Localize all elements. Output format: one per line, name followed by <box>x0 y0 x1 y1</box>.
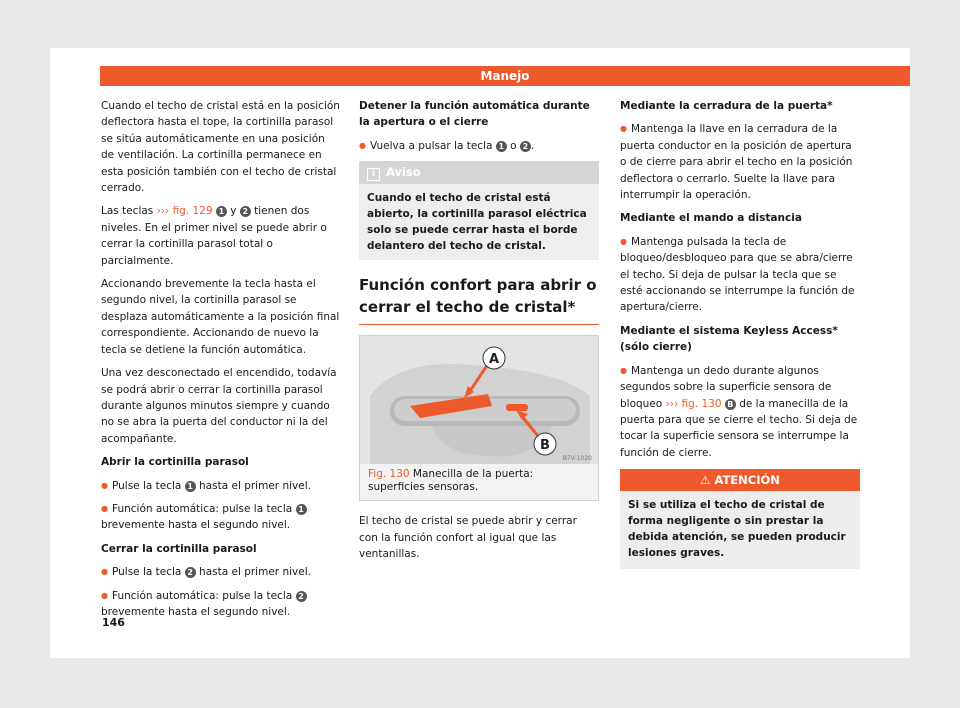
note-text: Cuando el techo de cristal está abierto, la cortinilla parasol eléctrica solo se puede cerrar hasta el borde delantero del techo de cristal. <box>367 192 587 253</box>
bullet-item <box>101 588 341 621</box>
fig-link-arrow: ››› <box>156 205 170 218</box>
warning-box <box>620 469 860 569</box>
warning-title: ATENCIÓN <box>714 473 780 488</box>
key-badge: 1 <box>496 141 507 152</box>
paragraph <box>101 203 341 269</box>
page <box>50 48 910 658</box>
key-badge: 2 <box>296 591 307 602</box>
paragraph: Cuando el techo de cristal está en la posición deflectora hasta el tope, la cortinilla parasol se sitúa automáticamente en una posición de ventilación. La cortinilla permanece en esta posición también con el techo de cristal cerrado. <box>101 100 340 195</box>
text: y <box>226 205 240 218</box>
key-badge: 2 <box>520 141 531 152</box>
subheading: Mediante el mando a distancia <box>620 212 802 225</box>
text: . <box>530 139 535 152</box>
fig-link-arrow: ››› <box>665 397 679 410</box>
text: hasta el primer nivel. <box>195 479 311 492</box>
subheading: Abrir la cortinilla parasol <box>101 456 249 469</box>
paragraph: Una vez desconectado el encendido, todavía se podrá abrir o cerrar la cortinilla parasol durante algunos minutos siempre y cuando no se abra la puerta del conductor ni la del acompañante. <box>101 367 337 445</box>
figure-130 <box>359 335 599 501</box>
key-badge: 2 <box>240 206 251 217</box>
figure-label-a: A <box>488 352 500 368</box>
fig-link[interactable]: fig. 130 <box>681 397 722 410</box>
text: Vuelva a pulsar la tecla <box>369 139 496 152</box>
warning-header <box>620 469 860 491</box>
key-badge: 1 <box>185 481 196 492</box>
note-header <box>359 161 599 184</box>
text: Pulse la tecla <box>111 479 185 492</box>
key-badge: B <box>725 399 736 410</box>
subheading: Detener la función automática durante la apertura o el cierre <box>359 100 590 129</box>
text: hasta el primer nivel. <box>195 566 311 579</box>
page-number: 146 <box>102 616 125 629</box>
door-handle-illustration <box>360 336 598 464</box>
text: brevemente hasta el segundo nivel. <box>101 519 291 532</box>
note-title: Aviso <box>386 165 421 180</box>
text: Las teclas <box>101 205 157 218</box>
bullet-item: ● Mantenga la llave en la cerradura de la puerta conductor en la posición de apertura o de cierre para abrir el techo en la posición deflectora o cerrarlo. Suelte la llave para interrumpir la operación. <box>620 121 860 203</box>
bullet-item <box>101 501 341 534</box>
subheading: Mediante el sistema Keyless Access* (sólo cierre) <box>620 324 838 354</box>
fig-link[interactable]: fig. 129 <box>172 205 213 218</box>
note-box <box>359 161 599 260</box>
key-badge: 2 <box>185 567 196 578</box>
info-icon: i <box>367 168 380 181</box>
key-badge: 1 <box>216 206 227 217</box>
text: Pulse la tecla <box>111 566 185 579</box>
column-1 <box>101 98 341 627</box>
figure-code: B7V-1020 <box>562 455 592 463</box>
subheading: Mediante la cerradura de la puerta* <box>620 100 833 112</box>
section-title: Función confort para abrir o cerrar el techo de cristal* <box>359 274 599 325</box>
subheading: Cerrar la cortinilla parasol <box>101 542 257 555</box>
text: de la manecilla de la puerta para que se cierre el techo. Si deja de tocar la superficie sensora se interrumpe la función de cierre. <box>620 397 858 459</box>
text: o <box>506 139 520 152</box>
column-3 <box>620 98 860 569</box>
bullet-item <box>620 363 860 461</box>
bullet-item <box>101 478 341 494</box>
figure-caption-label: Fig. 130 <box>368 468 410 481</box>
bullet-item: ● Mantenga pulsada la tecla de bloqueo/desbloqueo para que se abra/cierre el techo. Si deja de pulsar la tecla que se esté accionando se interrumpe la función de apertura/cierre. <box>620 234 860 316</box>
warning-icon: ⚠ <box>700 473 711 488</box>
column-2 <box>359 98 599 569</box>
paragraph: El techo de cristal se puede abrir y cerrar con la función confort al igual que las ventanillas. <box>359 515 577 561</box>
bullet-item <box>101 564 341 580</box>
text: Función automática: pulse la tecla <box>111 589 296 602</box>
paragraph: Accionando brevemente la tecla hasta el segundo nivel, la cortinilla parasol se desplaza automáticamente a la posición final correspondiente. Accionando de nuevo la tecla se detiene la función automática. <box>101 278 340 356</box>
key-badge: 1 <box>296 504 307 515</box>
text: Función automática: pulse la tecla <box>111 502 296 515</box>
text: brevemente hasta el segundo nivel. <box>101 605 291 618</box>
bullet-item <box>359 138 599 154</box>
page-header: Manejo <box>100 66 910 86</box>
figure-caption-text: Manecilla de la puerta: superficies sensoras. <box>368 468 534 494</box>
figure-caption <box>360 464 598 500</box>
figure-label-b: B <box>540 438 550 454</box>
warning-text: Si se utiliza el techo de cristal de forma negligente o sin prestar la debida atención, se pueden producir lesiones graves. <box>628 499 846 560</box>
text: Mantenga un dedo durante algunos segundos sobre la superficie sensora de bloqueo <box>620 364 832 410</box>
text: tienen dos niveles. En el primer nivel se puede abrir o cerrar la cortinilla parasol total o parcialmente. <box>101 205 327 267</box>
